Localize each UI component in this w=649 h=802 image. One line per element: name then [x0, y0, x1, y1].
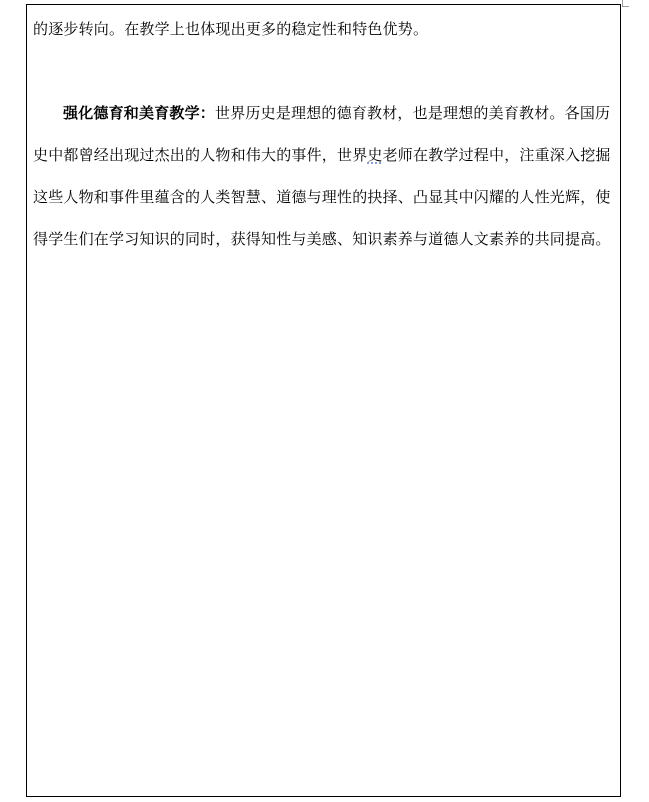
- paragraph-text-part-2: 老师在教学过程中，注重深入挖掘这些人物和事件里蕴含的人类智慧、道德与理性的抉择、凸显其中闪耀的人性光辉，使得学生们在学习知识的同时，获得知性与美感、知识素养与道德人文素养的共同提高。: [33, 146, 611, 248]
- paragraph-heading: 强化德育和美育教学：: [63, 104, 216, 122]
- paragraph-1: 的逐步转向。在教学上也体现出更多的稳定性和特色优势。: [33, 20, 429, 38]
- page-corner-mark: [622, 0, 629, 7]
- paragraph-text-part-1: 世界历史是理想的德育教材，也是理想的美育教材。各国历史中都曾经出现过杰出的人物和伟大的事件，世界: [33, 104, 611, 164]
- paragraph-2: [33, 92, 611, 260]
- paragraph-spacer: [33, 50, 611, 92]
- document-body[interactable]: [33, 8, 611, 260]
- grammar-flagged-text[interactable]: 史: [367, 146, 383, 164]
